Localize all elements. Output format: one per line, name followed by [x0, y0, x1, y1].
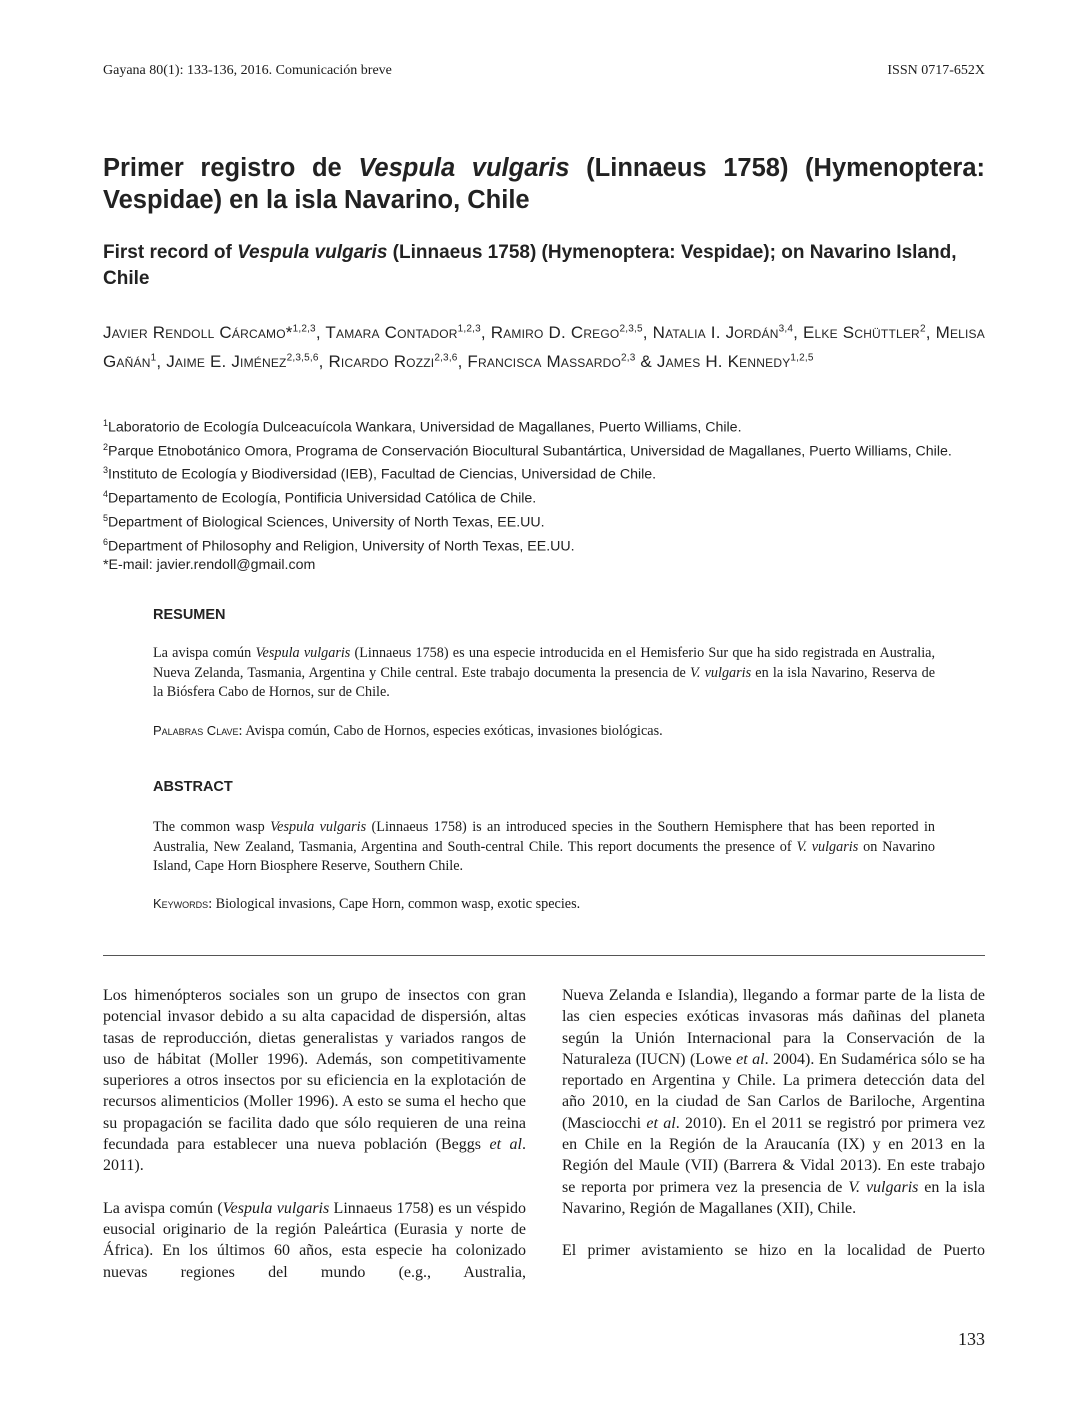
affiliation: $^1$Laboratorio de Ecología Dulceacuícola Wankara, Universidad de Magallanes, Puerto Williams, Chile. — [103, 418, 742, 436]
author: James H. Kennedy$^{1,2,5}$ — [656, 352, 814, 372]
affiliation: $^3$Instituto de Ecología y Biodiversidad (IEB), Facultad de Ciencias, Universidad de Chile. — [103, 465, 657, 484]
author: Jaime E. Jiménez$^{2,3,5,6}$, — [166, 352, 329, 372]
affiliations — [103, 414, 985, 575]
paragraph: La avispa común (Vespula vulgaris Linnaeus 1758) es un véspido eusocial originario de la región Paleártica (Eurasia y norte de África). En los últimos 60 años, esta especie ha colonizado nuevas regiones del mundo (e.g., Australia, — [103, 1199, 527, 1281]
abstract-text: The common wasp Vespula vulgaris (Linnaeus 1758) is an introduced species in the Southern Hemisphere that has been reported in Australia, New Zealand, Tasmania, Argentina and South-central Chile. This report documents the presence of V. vulgaris on Navarino Island, Cape Horn Biosphere Reserve, Southern Chile. — [153, 819, 935, 874]
affiliation: $^4$Departamento de Ecología, Pontificia Universidad Católica de Chile. — [103, 489, 537, 507]
article-title-english: First record of Vespula vulgaris (Linnaeus 1758) (Hymenoptera: Vespidae); on Navarino Island, Chile — [103, 242, 957, 289]
body-column-right — [562, 985, 985, 1283]
journal-citation: Gayana 80(1): 133-136, 2016. Comunicación breve — [103, 63, 392, 78]
email[interactable]: *E-mail: javier.rendoll@gmail.com — [103, 557, 316, 574]
resumen-heading: RESUMEN — [153, 607, 226, 623]
author: Natalia I. Jordán$^{3,4}$, — [652, 322, 804, 342]
section-divider — [103, 955, 985, 956]
author: Javier Rendoll Cárcamo*$^{1,2,3}$, — [103, 322, 326, 342]
paragraph: Los himenópteros sociales son un grupo de insectos con gran potencial invasor debido a su alta capacidad de dispersión, altas tasas de reproducción, dietas generalistas y variados rangos de uso de hábitat (Moller 1996). Además, son competitivamente superiores a otros insectos por su eficiencia en la explotación de recursos alimenticios (Moller 1996). A esto se suma el hecho que su propagación se facilita dado que sólo requieren de una reina fecundada para establecer una nueva población (Beggs et al. 2011). — [103, 987, 526, 1175]
body-column-left — [103, 985, 526, 1304]
affiliation: $^5$Department of Biological Sciences, University of North Texas, EE.UU. — [103, 512, 545, 531]
issn: ISSN 0717-652X — [887, 63, 985, 78]
author: Melisa Gañán$^1$, — [103, 322, 985, 372]
paragraph: El primer avistamiento se hizo en la localidad de Puerto — [562, 1242, 985, 1260]
page-number: 133 — [958, 1329, 985, 1349]
author: Ramiro D. Crego$^{2,3,5}$, — [490, 322, 653, 342]
author: Francisca Massardo$^{2,3}$ & — [467, 352, 657, 372]
author: Ricardo Rozzi$^{2,3,6}$, — [328, 352, 468, 372]
article-title: Primer registro de Vespula vulgaris (Linnaeus 1758) (Hymenoptera: Vespidae) en la isla Navarino, Chile — [103, 154, 985, 214]
paragraph: Nueva Zelanda e Islandia), llegando a formar parte de la lista de las cien especies exóticas invasoras más dañinas del planeta según la Unión Internacional para la Conservación de la Naturaleza (IUCN) (Lowe et al. 2004). En Sudamérica sólo se ha reportado en Argentina y Chile. La primera detección data del año 2010, en la ciudad de San Carlos de Bariloche, Argentina (Masciocchi et al. 2010). En el 2011 se registró por primera vez en Chile en la Región de la Araucanía (IX) y en 2013 en la Región del Maule (VII) (Barrera & Vidal 2013). En este trabajo se reporta por primera vez la presencia de V. vulgaris en la isla Navarino, Región de Magallanes (XII), Chile. — [562, 987, 986, 1217]
author: Tamara Contador$^{1,2,3}$, — [325, 322, 491, 342]
palabras-clave: Palabras Clave: Avispa común, Cabo de Hornos, especies exóticas, invasiones biológicas. — [153, 723, 663, 739]
author: Elke Schüttler$^2$, — [803, 322, 936, 342]
affiliation: $^2$Parque Etnobotánico Omora, Programa de Conservación Biocultural Subantártica, Universidad de Magallanes, Puerto Williams, Chile. — [103, 441, 952, 460]
keywords: Keywords: Biological invasions, Cape Horn, common wasp, exotic species. — [153, 896, 581, 912]
affiliation: $^6$Department of Philosophy and Religion, University of North Texas, EE.UU. — [103, 536, 575, 555]
resumen-text: La avispa común Vespula vulgaris (Linnaeus 1758) es una especie introducida en el Hemisferio Sur que ha sido registrada en Australia, Nueva Zelanda, Tasmania, Argentina y Chile central. Este trabajo documenta la presencia de V. vulgaris en la isla Navarino, Reserva de la Biósfera Cabo de Hornos, sur de Chile. — [153, 645, 935, 700]
author-list — [103, 316, 985, 375]
abstract-heading: ABSTRACT — [153, 779, 233, 795]
